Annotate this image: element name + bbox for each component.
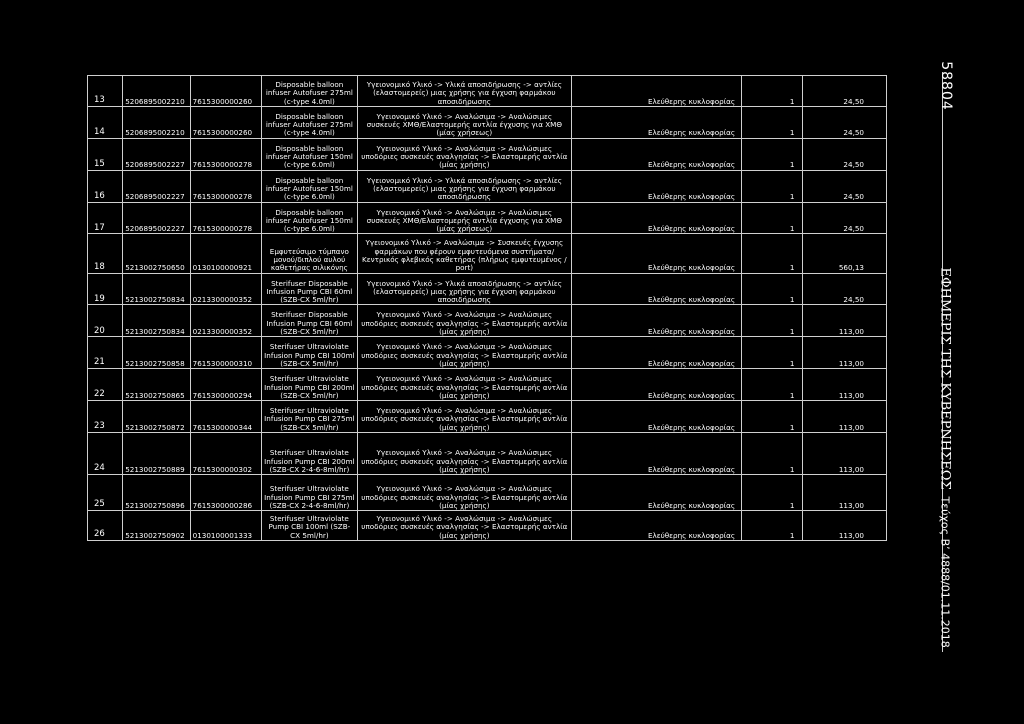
ean-code: 7615300000344 <box>190 401 261 433</box>
price: 24,50 <box>803 76 887 107</box>
product-code: 5213002750889 <box>123 432 190 474</box>
ean-code: 7615300000278 <box>190 202 261 234</box>
product-description: Disposable balloon infuser Autofuser 150ml (c-type 6.0ml) <box>262 202 358 234</box>
table-row <box>88 76 887 107</box>
quantity: 1 <box>742 511 803 541</box>
product-category: Υγειονομικό Υλικό -> Αναλώσιμα -> Αναλώσιμες υποδόριες συσκευές αναλγησίας -> Ελαστομερής αντλία (μίας χρήσης) <box>357 432 571 474</box>
product-description: Sterifuser Ultraviolate Infusion Pump CBI 200ml (SZB-CX 5ml/hr) <box>262 369 358 401</box>
table-row <box>88 475 887 511</box>
product-description: Disposable balloon infuser Autofuser 150ml (c-type 6.0ml) <box>262 138 358 170</box>
product-code: 5213002750650 <box>123 234 190 273</box>
price: 113,00 <box>803 475 887 511</box>
row-number: 26 <box>88 511 123 541</box>
circulation-type: Ελεύθερης κυκλοφορίας <box>572 76 742 107</box>
ean-code: 0213300000352 <box>190 273 261 305</box>
quantity: 1 <box>742 273 803 305</box>
ean-code: 7615300000278 <box>190 138 261 170</box>
quantity: 1 <box>742 337 803 369</box>
row-number: 17 <box>88 202 123 234</box>
row-number: 13 <box>88 76 123 107</box>
product-category: Υγειονομικό Υλικό -> Αναλώσιμα -> Αναλώσιμες υποδόριες συσκευές αναλγησίας -> Ελαστομερής αντλία (μίας χρήσης) <box>357 305 571 337</box>
product-table <box>87 75 887 541</box>
product-description: Sterifuser Ultraviolate Infusion Pump CBI 275ml (SZB-CX 5ml/hr) <box>262 401 358 433</box>
row-number: 16 <box>88 170 123 202</box>
product-category: Υγειονομικό Υλικό -> Αναλώσιμα -> Αναλώσιμες υποδόριες συσκευές αναλγησίας -> Ελαστομερής αντλία (μίας χρήσης) <box>357 369 571 401</box>
product-code: 5213002750896 <box>123 475 190 511</box>
circulation-type: Ελεύθερης κυκλοφορίας <box>572 202 742 234</box>
quantity: 1 <box>742 138 803 170</box>
product-code: 5213002750902 <box>123 511 190 541</box>
ean-code: 7615300000278 <box>190 170 261 202</box>
product-category: Υγειονομικό Υλικό -> Αναλώσιμα -> Αναλώσιμες συσκευές ΧΜΘ/Ελαστομερής αντλία έγχυσης για ΧΜΘ (μίας χρήσεως) <box>357 202 571 234</box>
product-code: 5213002750872 <box>123 401 190 433</box>
page-number: 58804 <box>938 61 954 111</box>
product-category: Υγειονομικό Υλικό -> Αναλώσιμα -> Αναλώσιμες υποδόριες συσκευές αναλγησίας -> Ελαστομερής αντλία (μίας χρήσης) <box>357 511 571 541</box>
table-row <box>88 511 887 541</box>
ean-code: 0213300000352 <box>190 305 261 337</box>
circulation-type: Ελεύθερης κυκλοφορίας <box>572 337 742 369</box>
product-category: Υγειονομικό Υλικό -> Αναλώσιμα -> Αναλώσιμες υποδόριες συσκευές αναλγησίας -> Ελαστομερής αντλία (μίας χρήσης) <box>357 138 571 170</box>
product-description: Disposable balloon infuser Autofuser 275ml (c-type 4.0ml) <box>262 76 358 107</box>
product-table-body <box>88 76 887 541</box>
ean-code: 0130100000921 <box>190 234 261 273</box>
circulation-type: Ελεύθερης κυκλοφορίας <box>572 432 742 474</box>
circulation-type: Ελεύθερης κυκλοφορίας <box>572 234 742 273</box>
product-description: Sterifuser Ultraviolate Pump CBI 100ml (SZB-CX 5ml/hr) <box>262 511 358 541</box>
row-number: 25 <box>88 475 123 511</box>
price: 113,00 <box>803 305 887 337</box>
circulation-type: Ελεύθερης κυκλοφορίας <box>572 305 742 337</box>
product-code: 5213002750858 <box>123 337 190 369</box>
product-code: 5206895002227 <box>123 138 190 170</box>
price: 113,00 <box>803 511 887 541</box>
product-category: Υγειονομικό Υλικό -> Αναλώσιμα -> Συσκευές έγχυσης φαρμάκων που φέρουν εμφυτευόμενα συστήματα/Κεντρικός φλεβικός καθετήρας (πλήρως εμφυτευμένος / port) <box>357 234 571 273</box>
product-category: Υγειονομικό Υλικό -> Αναλώσιμα -> Αναλώσιμες συσκευές ΧΜΘ/Ελαστομερής αντλία έγχυσης για ΧΜΘ (μίας χρήσεως) <box>357 106 571 138</box>
row-number: 15 <box>88 138 123 170</box>
row-number: 23 <box>88 401 123 433</box>
table-row <box>88 337 887 369</box>
product-description: Sterifuser Disposable Infusion Pump CBI 60ml (SZB-CX 5ml/hr) <box>262 305 358 337</box>
table-row <box>88 170 887 202</box>
quantity: 1 <box>742 106 803 138</box>
price: 113,00 <box>803 432 887 474</box>
quantity: 1 <box>742 170 803 202</box>
ean-code: 7615300000310 <box>190 337 261 369</box>
circulation-type: Ελεύθερης κυκλοφορίας <box>572 369 742 401</box>
price: 113,00 <box>803 369 887 401</box>
quantity: 1 <box>742 369 803 401</box>
price: 24,50 <box>803 273 887 305</box>
product-description: Sterifuser Ultraviolate Infusion Pump CBI 275ml (SZB-CX 2-4-6-8ml/hr) <box>262 475 358 511</box>
table-row <box>88 305 887 337</box>
price: 24,50 <box>803 202 887 234</box>
row-number: 22 <box>88 369 123 401</box>
ean-code: 7615300000260 <box>190 76 261 107</box>
table-row <box>88 106 887 138</box>
product-code: 5213002750834 <box>123 305 190 337</box>
quantity: 1 <box>742 305 803 337</box>
product-category: Υγειονομικό Υλικό -> Υλικά αποσιδήρωσης -> αντλίες (ελαστομερείς) μιας χρήσης για έγχυση φαρμάκου αποσιδήρωσης <box>357 273 571 305</box>
quantity: 1 <box>742 202 803 234</box>
quantity: 1 <box>742 76 803 107</box>
row-number: 20 <box>88 305 123 337</box>
table-row <box>88 401 887 433</box>
product-category: Υγειονομικό Υλικό -> Αναλώσιμα -> Αναλώσιμες υποδόριες συσκευές αναλγησίας -> Ελαστομερής αντλία (μίας χρήσης) <box>357 337 571 369</box>
price: 560,13 <box>803 234 887 273</box>
quantity: 1 <box>742 234 803 273</box>
product-code: 5213002750834 <box>123 273 190 305</box>
row-number: 18 <box>88 234 123 273</box>
product-code: 5206895002227 <box>123 170 190 202</box>
product-description: Disposable balloon infuser Autofuser 275ml (c-type 4.0ml) <box>262 106 358 138</box>
circulation-type: Ελεύθερης κυκλοφορίας <box>572 511 742 541</box>
product-description: Sterifuser Disposable Infusion Pump CBI 60ml (SZB-CX 5ml/hr) <box>262 273 358 305</box>
quantity: 1 <box>742 432 803 474</box>
product-description: Sterifuser Ultraviolate Infusion Pump CBI 200ml (SZB-CX 2-4-6-8ml/hr) <box>262 432 358 474</box>
table-row <box>88 273 887 305</box>
table-row <box>88 432 887 474</box>
circulation-type: Ελεύθερης κυκλοφορίας <box>572 475 742 511</box>
product-code: 5213002750865 <box>123 369 190 401</box>
ean-code: 7615300000286 <box>190 475 261 511</box>
ean-code: 7615300000260 <box>190 106 261 138</box>
circulation-type: Ελεύθερης κυκλοφορίας <box>572 170 742 202</box>
product-description: Disposable balloon infuser Autofuser 150ml (c-type 6.0ml) <box>262 170 358 202</box>
price: 113,00 <box>803 401 887 433</box>
table-row <box>88 202 887 234</box>
circulation-type: Ελεύθερης κυκλοφορίας <box>572 273 742 305</box>
product-category: Υγειονομικό Υλικό -> Αναλώσιμα -> Αναλώσιμες υποδόριες συσκευές αναλγησίας -> Ελαστομερής αντλία (μίας χρήσης) <box>357 475 571 511</box>
quantity: 1 <box>742 401 803 433</box>
ean-code: 0130100001333 <box>190 511 261 541</box>
table-row <box>88 369 887 401</box>
product-category: Υγειονομικό Υλικό -> Υλικά αποσιδήρωσης -> αντλίες (ελαστομερείς) μιας χρήσης για έγχυση φαρμάκου αποσιδήρωσης <box>357 76 571 107</box>
product-description: Sterifuser Ultraviolate Infusion Pump CBI 100ml (SZB-CX 5ml/hr) <box>262 337 358 369</box>
ean-code: 7615300000294 <box>190 369 261 401</box>
price: 24,50 <box>803 170 887 202</box>
price: 24,50 <box>803 106 887 138</box>
product-category: Υγειονομικό Υλικό -> Αναλώσιμα -> Αναλώσιμες υποδόριες συσκευές αναλγησίας -> Ελαστομερής αντλία (μίας χρήσης) <box>357 401 571 433</box>
table-row <box>88 234 887 273</box>
table-row <box>88 138 887 170</box>
price: 113,00 <box>803 337 887 369</box>
product-code: 5206895002210 <box>123 106 190 138</box>
circulation-type: Ελεύθερης κυκλοφορίας <box>572 401 742 433</box>
gazette-title: ΕΦΗΜΕΡΙΣ ΤΗΣ ΚΥΒΕΡΝΗΣΕΩΣ <box>937 267 953 490</box>
circulation-type: Ελεύθερης κυκλοφορίας <box>572 106 742 138</box>
row-number: 21 <box>88 337 123 369</box>
row-number: 24 <box>88 432 123 474</box>
quantity: 1 <box>742 475 803 511</box>
product-code: 5206895002227 <box>123 202 190 234</box>
row-number: 19 <box>88 273 123 305</box>
issue-reference: Τεύχος Β’ 4888/01.11.2018 <box>938 496 952 648</box>
price: 24,50 <box>803 138 887 170</box>
product-description: Εμφυτεύσιμο τύμπανο μονού/διπλού αυλού καθετήρας σιλικόνης <box>262 234 358 273</box>
ean-code: 7615300000302 <box>190 432 261 474</box>
circulation-type: Ελεύθερης κυκλοφορίας <box>572 138 742 170</box>
row-number: 14 <box>88 106 123 138</box>
product-code: 5206895002210 <box>123 76 190 107</box>
product-category: Υγειονομικό Υλικό -> Υλικά αποσιδήρωσης -> αντλίες (ελαστομερείς) μιας χρήσης για έγχυση φαρμάκου αποσιδήρωσης <box>357 170 571 202</box>
